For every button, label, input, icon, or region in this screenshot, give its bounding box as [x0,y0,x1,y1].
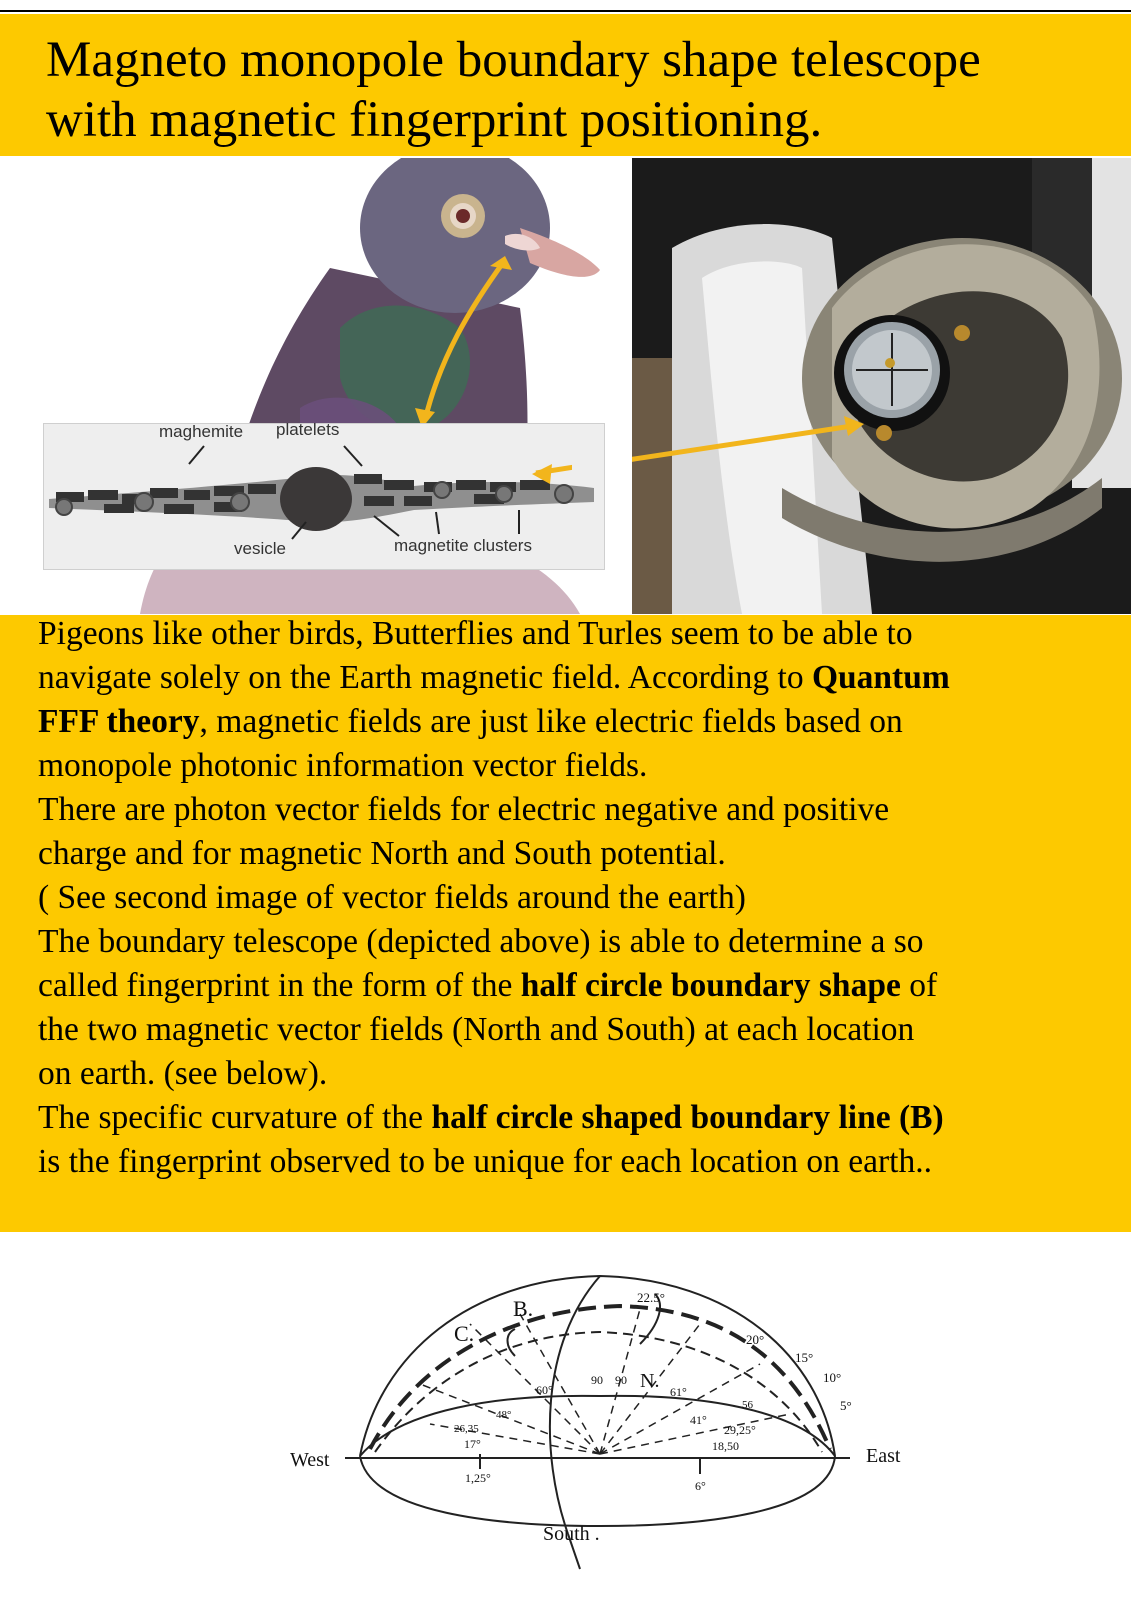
label-south: South . [543,1523,600,1545]
angle-90-a: 90 [591,1373,603,1387]
magnetite-micrograph [43,420,605,570]
body-line-2: navigate solely on the Earth magnetic field. According to Quantum [38,659,950,696]
label-b: B. [513,1296,534,1321]
telescope-illustration [632,158,1131,614]
body-text-box [0,615,1131,1232]
label-vesicle: vesicle [234,539,286,558]
body-line-7: ( See second image of vector fields around the earth) [38,879,746,916]
title-line-1: Magneto monopole boundary shape telescope [46,32,981,88]
angle-29-25: 29,25° [724,1423,756,1437]
angle-26-35: 26,35 [454,1423,479,1435]
label-east: East [866,1445,901,1467]
body-line-11: on earth. (see below). [38,1055,328,1092]
angle-22-5: 22.5° [637,1290,665,1305]
angle-15: 15° [795,1350,814,1365]
angle-20: 20° [746,1332,765,1347]
angle-90-b: 90 [615,1373,627,1387]
body-line-4: monopole photonic information vector fields. [38,747,648,784]
body-line-5: There are photon vector fields for electric negative and positive [38,791,890,828]
body-line-1: Pigeons like other birds, Butterflies and Turles seem to be able to [38,615,913,652]
label-platelets: platelets [276,420,340,439]
label-west: West [290,1449,330,1471]
label-magnetite-clusters: magnetite clusters [394,536,532,555]
dome-outline [360,1276,835,1456]
label-c: C. [454,1321,475,1346]
body-line-3: FFF theory, magnetic fields are just like electric fields based on [38,703,903,740]
body-line-12: The specific curvature of the half circle shaped boundary line (B) [38,1099,944,1136]
telescope-photo-panel [632,158,1131,614]
body-line-10: the two magnetic vector fields (North and South) at each location [38,1011,915,1048]
angle-10: 10° [823,1370,842,1385]
angle-1-25: 1,25° [465,1471,491,1485]
angle-17: 17° [464,1437,481,1451]
base-ellipse-front [360,1456,835,1526]
body-line-6: charge and for magnetic North and South potential. [38,835,726,872]
title-line-2: with magnetic fingerprint positioning. [46,92,823,148]
label-maghemite: maghemite [159,422,244,441]
angle-6: 6° [695,1479,706,1493]
base-ellipse-back [360,1396,835,1456]
angle-5: 5° [840,1398,852,1413]
angle-41: 41° [690,1413,707,1427]
title-banner [0,14,1131,156]
top-border-line [0,10,1131,12]
micrograph-chain [44,424,604,569]
hemisphere-diagram-panel [0,1234,1131,1600]
label-north: N. [640,1370,660,1392]
body-line-8: The boundary telescope (depicted above) is able to determine a so [38,923,924,960]
body-line-13: is the fingerprint observed to be unique for each location on earth.. [38,1143,932,1180]
body-line-9: called fingerprint in the form of the half circle boundary shape of [38,967,938,1004]
arrowhead-micrograph [532,458,572,488]
angle-60: 60° [536,1383,553,1397]
angle-48: 48° [496,1409,512,1421]
angle-56: 56 [742,1399,753,1411]
angle-61: 61° [670,1385,687,1399]
angle-18-50: 18,50 [712,1439,739,1453]
hemisphere-diagram [0,1234,1131,1600]
